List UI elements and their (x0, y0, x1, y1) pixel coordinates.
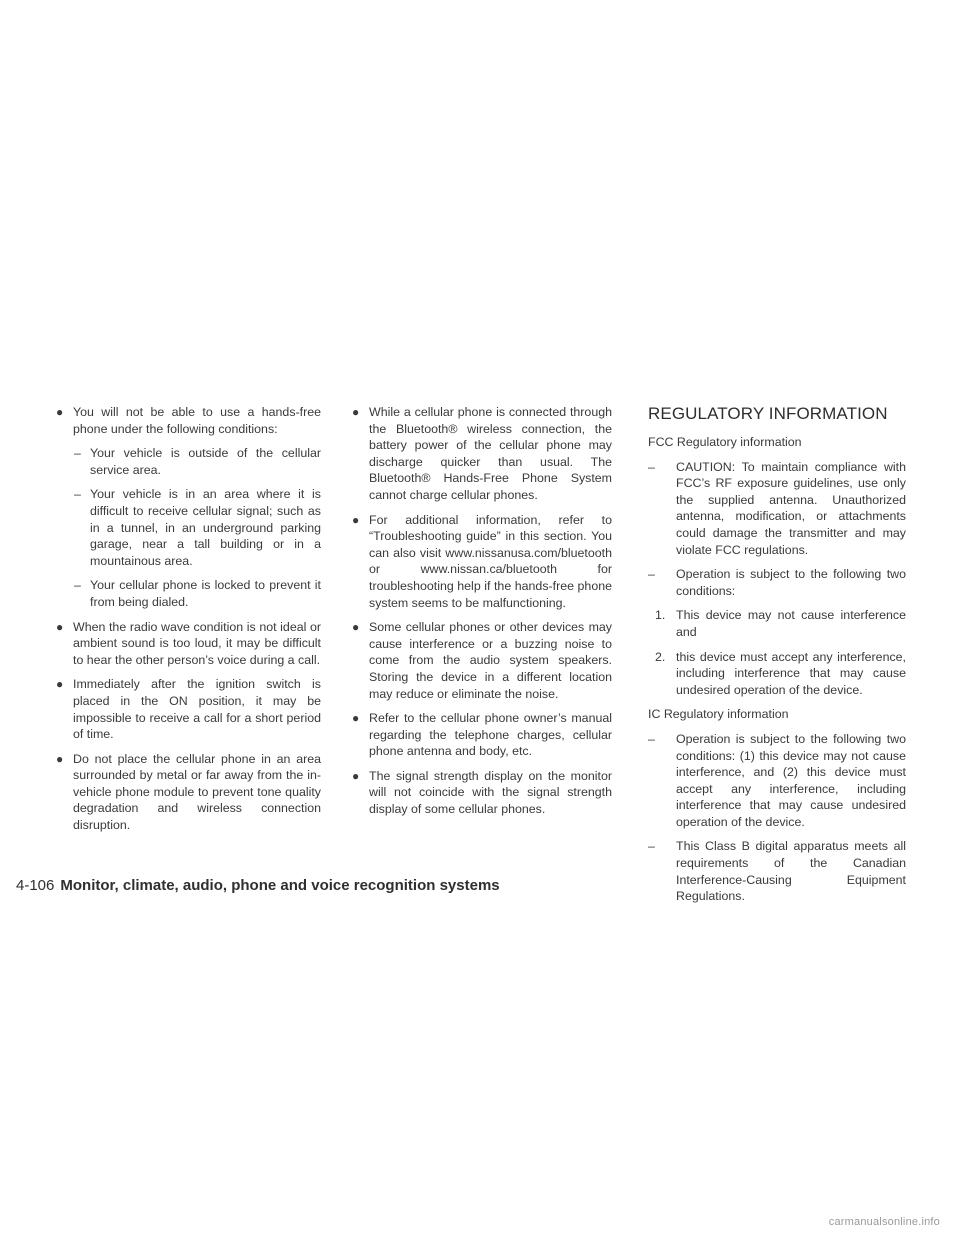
bullet-icon: ● (56, 751, 64, 766)
bullet-item (352, 512, 612, 612)
dash-icon: – (74, 578, 81, 593)
bullet-item (352, 710, 612, 760)
sub-item-text: Your vehicle is in an area where it is difficult to receive cellular signal; such as in a tunnel, in an underground parking garage, near a tall building or in a mountainous area. (90, 487, 321, 568)
bullet-item (56, 676, 321, 742)
bullet-text: Immediately after the ignition switch is placed in the ON position, it may be impossible to receive a call for a short period of time. (73, 677, 321, 742)
list-item (648, 731, 906, 831)
bullet-text: When the radio wave condition is not ideal or ambient sound is too loud, it may be difficult to hear the other person’s voice during a call. (73, 619, 321, 667)
bullet-text: You will not be able to use a hands-free phone under the following conditions: (73, 405, 321, 436)
bullet-text: Do not place the cellular phone in an area surrounded by metal or far away from the in-vehicle phone module to prevent tone quality degradation and wireless connection disruption. (73, 751, 321, 833)
bullet-text: Refer to the cellular phone owner’s manual regarding the telephone charges, cellular phone antenna and body, etc. (369, 711, 612, 759)
list-item-text: Operation is subject to the following two conditions: (676, 567, 906, 598)
list-item (648, 566, 906, 599)
bullet-icon: ● (56, 405, 64, 419)
bullet-icon: ● (352, 711, 360, 726)
bullet-item (352, 404, 612, 504)
watermark: carmanualsonline.info (828, 1216, 940, 1228)
page-number: 4-106 (16, 877, 55, 894)
bullet-icon: ● (56, 619, 64, 634)
list-item-text: This Class B digital apparatus meets all requirements of the Canadian Interference-Causing Equipment Regulations. (676, 839, 906, 904)
sub-item (56, 445, 321, 478)
bullet-item (352, 768, 612, 818)
bullet-item (56, 619, 321, 669)
column-3 (648, 404, 906, 913)
numbered-item-text: this device must accept any interference, including interference that may cause undesired operation of the device. (676, 649, 906, 697)
bullet-text: While a cellular phone is connected through the Bluetooth® wireless connection, the battery power of the cellular phone may discharge quicker than usual. The Bluetooth® Hands-Free Phone System cannot charge cellular phones. (369, 405, 612, 502)
section-heading: REGULATORY INFORMATION (648, 404, 888, 423)
bullet-item (56, 404, 321, 437)
bullet-text: The signal strength display on the monitor will not coincide with the signal strength display of some cellular phones. (369, 768, 612, 817)
number-label: 2. (655, 649, 666, 664)
bullet-icon: ● (352, 512, 360, 527)
dash-icon: – (648, 459, 655, 474)
list-item-text: Operation is subject to the following two conditions: (1) this device may not cause interference, and (2) this device must accept any interference, including interference that may cause undesired operation of the device. (676, 731, 906, 829)
numbered-item (648, 607, 906, 640)
ic-title: IC Regulatory information (648, 707, 789, 722)
number-label: 1. (655, 608, 666, 623)
dash-icon: – (74, 446, 81, 461)
column-2 (352, 404, 612, 826)
numbered-item-text: This device may not cause interference and (676, 608, 906, 639)
bullet-item (352, 619, 612, 702)
list-item (648, 459, 906, 559)
dash-icon: – (74, 487, 81, 502)
dash-icon: – (648, 567, 655, 582)
fcc-title: FCC Regulatory information (648, 435, 802, 449)
bullet-item (56, 751, 321, 834)
sub-item-text: Your vehicle is outside of the cellular service area. (90, 446, 321, 477)
dash-icon: – (648, 731, 655, 746)
sub-item (56, 486, 321, 569)
dash-icon: – (648, 839, 655, 854)
list-item-text: CAUTION: To maintain compliance with FCC’s RF exposure guidelines, use only the supplied antenna. Unauthorized antenna, modification, or attachments could damage the transmitter and may violate FCC regulations. (676, 459, 906, 557)
sub-item (56, 577, 321, 610)
list-item (648, 838, 906, 904)
bullet-text: For additional information, refer to “Troubleshooting guide” in this section. You can also visit www.nissanusa.com/bluetooth or www.nissan.ca/bluetooth for troubleshooting help if the hands-free phone system seems to be malfunctioning. (369, 512, 612, 610)
sub-item-text: Your cellular phone is locked to prevent it from being dialed. (90, 578, 321, 609)
bullet-icon: ● (56, 677, 64, 692)
bullet-icon: ● (352, 768, 360, 783)
page-footer (16, 877, 500, 895)
section-title: Monitor, climate, audio, phone and voice recognition systems (60, 877, 500, 894)
bullet-icon: ● (352, 405, 360, 419)
column-1 (56, 404, 321, 842)
bullet-text: Some cellular phones or other devices may cause interference or a buzzing noise to come from the audio system speakers. Storing the device in a different location may reduce or eliminate the noise. (369, 620, 612, 701)
numbered-item (648, 649, 906, 699)
bullet-icon: ● (352, 620, 360, 635)
